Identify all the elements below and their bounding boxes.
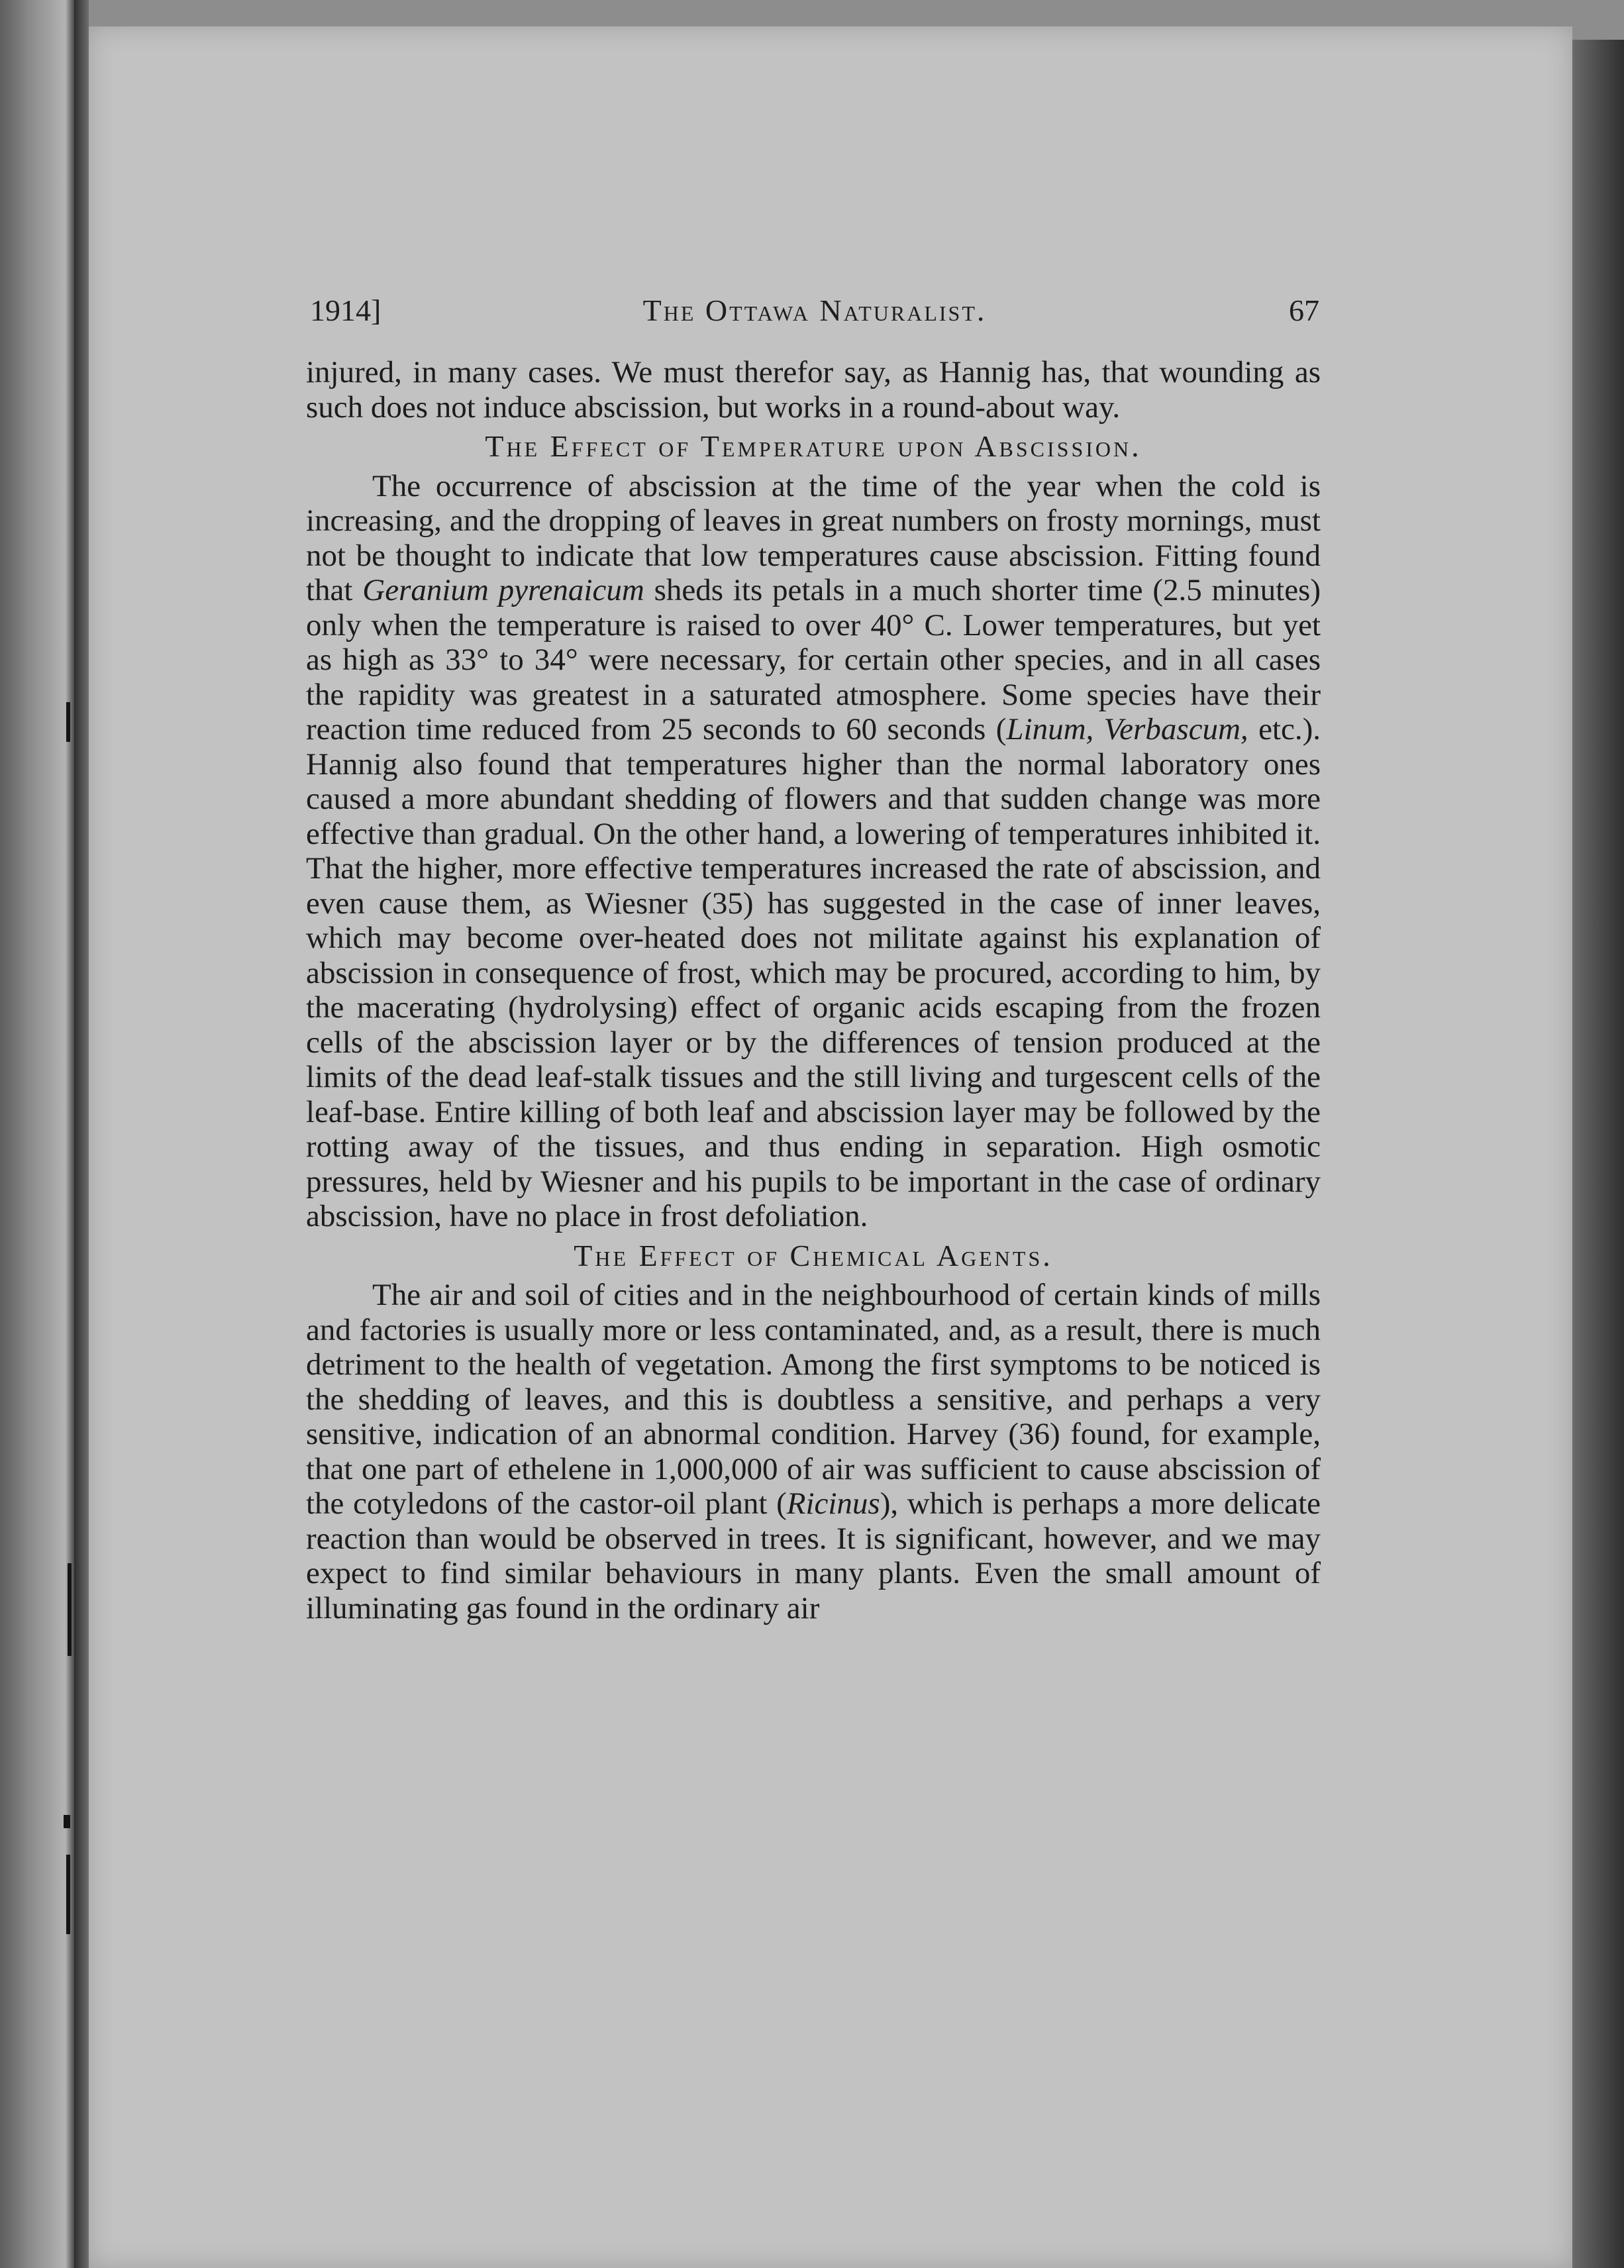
genus-names: Linum, Verbascum, (1006, 712, 1248, 747)
species-name: Geranium pyrenaicum (362, 573, 644, 607)
genus-name: Ricinus (786, 1486, 880, 1521)
paragraph: injured, in many cases. We must therefor say, as Hannig has, that wounding as such does not induce abscission, but works in a round-about way. (306, 355, 1321, 425)
page-body (306, 355, 1321, 1625)
text-run: sheds its petals in a much shorter time (2.5 minutes) only when the temperature is raised to over 40° C. Lower temperatures, but yet as high as 33° to 34° were necessary, for certain other species, and in all cases the rapidity was greatest in a saturated atmosphere. Some species have their reaction time reduced from 25 seconds to 60 seconds ( (306, 573, 1321, 747)
header-year: 1914] (310, 293, 381, 327)
margin-mark (64, 1815, 70, 1828)
margin-mark (66, 702, 70, 742)
book-gutter (74, 0, 89, 2268)
text-run: ), which is perhaps a more delicate reaction than would be observed in trees. It is significant, however, and we may expect to find similar behaviours in many plants. Even the small amount of illuminating gas found in the ordinary air (306, 1486, 1321, 1625)
section-heading-temperature: The Effect of Temperature upon Abscission. (485, 429, 1142, 463)
text-run: The air and soil of cities and in the neighbourhood of certain kinds of mills and factories is usually more or less contaminated, and, as a result, there is much detriment to the health of vegetation. Among the first symptoms to be noticed is the shedding of leaves, and this is doubtless a sensitive, and perhaps a very sensitive, indication of an abnormal condition. Harvey (36) found, for example, that one part of ethelene in 1,000,000 of air was sufficient to cause abscission of the cotyledons of the castor-oil plant ( (306, 1278, 1321, 1521)
section-heading-chemical: The Effect of Chemical Agents. (574, 1238, 1053, 1272)
running-head (310, 293, 1319, 346)
margin-mark (68, 1563, 72, 1656)
journal-title: The Ottawa Naturalist. (642, 293, 987, 327)
page-number: 67 (1289, 293, 1319, 327)
text-run: etc.). Hannig also found that temperatures higher than the normal laboratory ones caused a more abundant shedding of flowers and that sudden change was more effective than gradual. On the other hand, a lowering of temperatures inhibited it. That the higher, more effective temperatures increased the rate of abscission, and even cause them, as Wiesner (35) has suggested in the case of inner leaves, which may become over-heated does not militate against his explanation of abscission in consequence of frost, which may be procured, according to him, by the macerating (hydrolysing) effect of organic acids escaping from the frozen cells of the abscission layer or by the differences of tension produced at the limits of the dead leaf-stalk tissues and the still living and turgescent cells of the leaf-base. Entire killing of both leaf and abscission layer may be followed by the rotting away of the tissues, and thus ending in separation. High osmotic pressures, held by Wiesner and his pupils to be important in the case of ordinary abscission, have no place in frost defoliation. (306, 712, 1321, 1233)
page-edge-shadow (1572, 40, 1624, 2268)
facing-page-edge (0, 0, 74, 2268)
margin-mark (66, 1855, 70, 1934)
paragraph (306, 469, 1321, 1234)
text-run: The occurrence of abscission at the time of the year when the cold is increasing, and the dropping of leaves in great numbers on frosty mornings, must not be thought to indicate that low temperatures cause abscission. Fitting found that (306, 468, 1321, 607)
paragraph (306, 1278, 1321, 1625)
